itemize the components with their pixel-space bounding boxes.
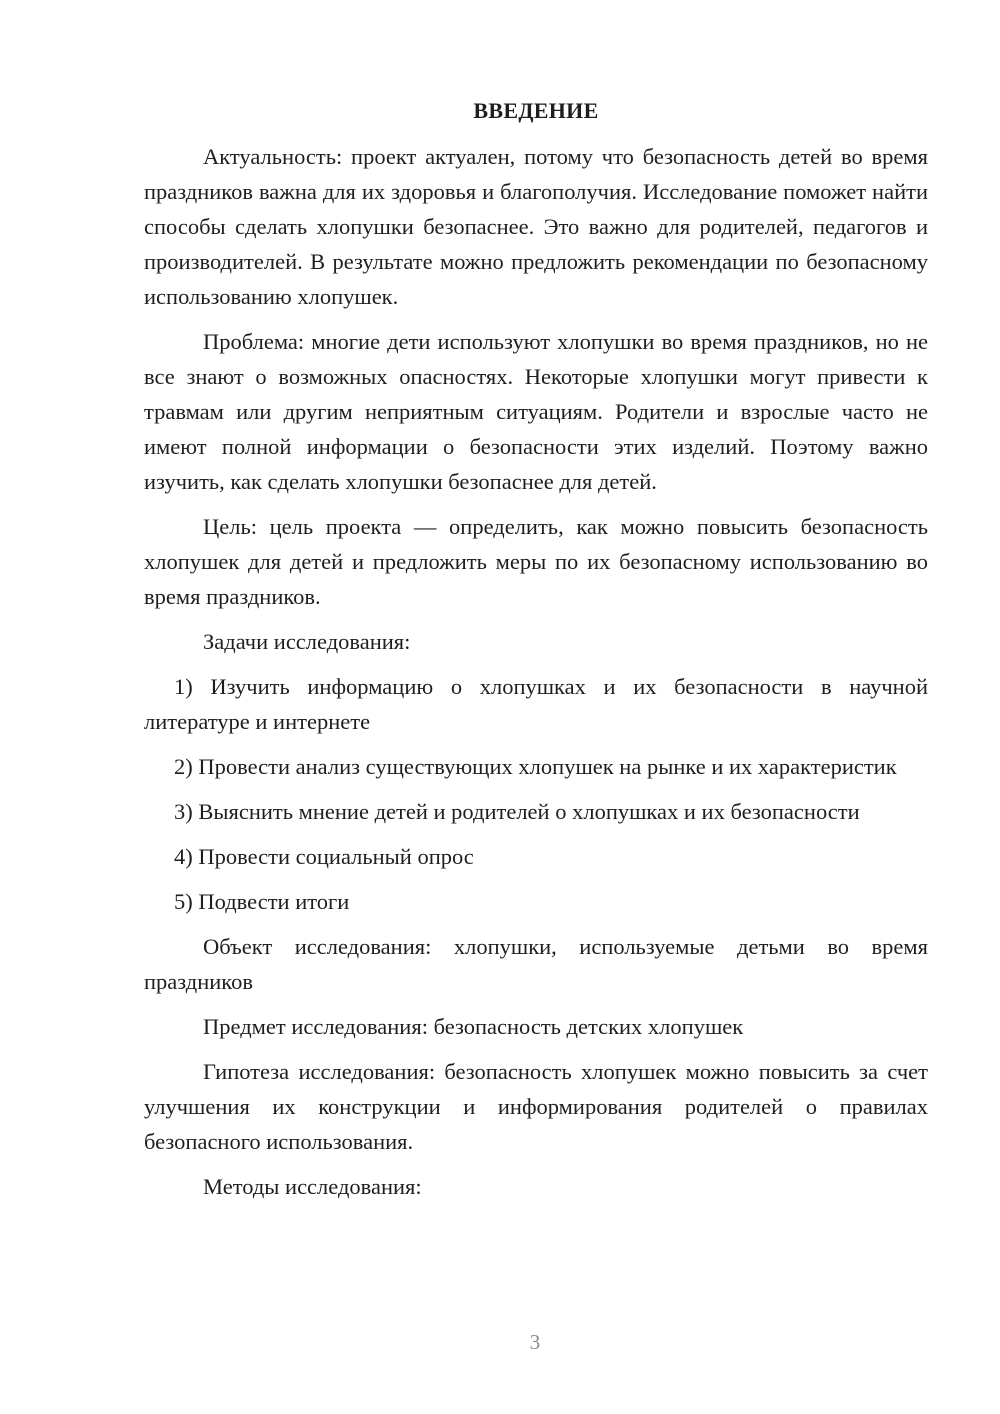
task-item-1: 1) Изучить информацию о хлопушках и их безопасности в научной литературе и интернете bbox=[144, 674, 928, 734]
paragraph-object: Объект исследования: хлопушки, используемые детьми во время праздников bbox=[144, 934, 928, 994]
page-content bbox=[144, 96, 928, 1214]
task-item-5: 5) Подвести итоги bbox=[174, 889, 350, 914]
task-item-4: 4) Провести социальный опрос bbox=[174, 844, 474, 869]
task-item-3: 3) Выяснить мнение детей и родителей о хлопушках и их безопасности bbox=[174, 799, 860, 824]
page-title: ВВЕДЕНИЕ bbox=[473, 98, 599, 123]
page-number: 3 bbox=[529, 1330, 541, 1354]
paragraph-goal: Цель: цель проекта — определить, как можно повысить безопасность хлопушек для детей и предложить меры по их безопасному использованию во время праздников. bbox=[144, 514, 928, 609]
paragraph-hypothesis: Гипотеза исследования: безопасность хлопушек можно повысить за счет улучшения их конструкции и информирования родителей о правилах безопасного использования. bbox=[144, 1059, 928, 1154]
task-item-2: 2) Провести анализ существующих хлопушек на рынке и их характеристик bbox=[174, 754, 897, 779]
tasks-heading: Задачи исследования: bbox=[203, 629, 411, 654]
paragraph-problem: Проблема: многие дети используют хлопушки во время праздников, но не все знают о возможных опасностях. Некоторые хлопушки могут привести к травмам или другим неприятным ситуациям. Родители и взрослые часто не имеют полной информации о безопасности этих изделий. Поэтому важно изучить, как сделать хлопушки безопаснее для детей. bbox=[144, 329, 928, 494]
methods-heading: Методы исследования: bbox=[203, 1174, 422, 1199]
paragraph-relevance: Актуальность: проект актуален, потому что безопасность детей во время праздников важна для их здоровья и благополучия. Исследование поможет найти способы сделать хлопушки безопаснее. Это важно для родителей, педагогов и производителей. В результате можно предложить рекомендации по безопасному использованию хлопушек. bbox=[144, 144, 928, 309]
paragraph-subject: Предмет исследования: безопасность детских хлопушек bbox=[203, 1014, 744, 1039]
